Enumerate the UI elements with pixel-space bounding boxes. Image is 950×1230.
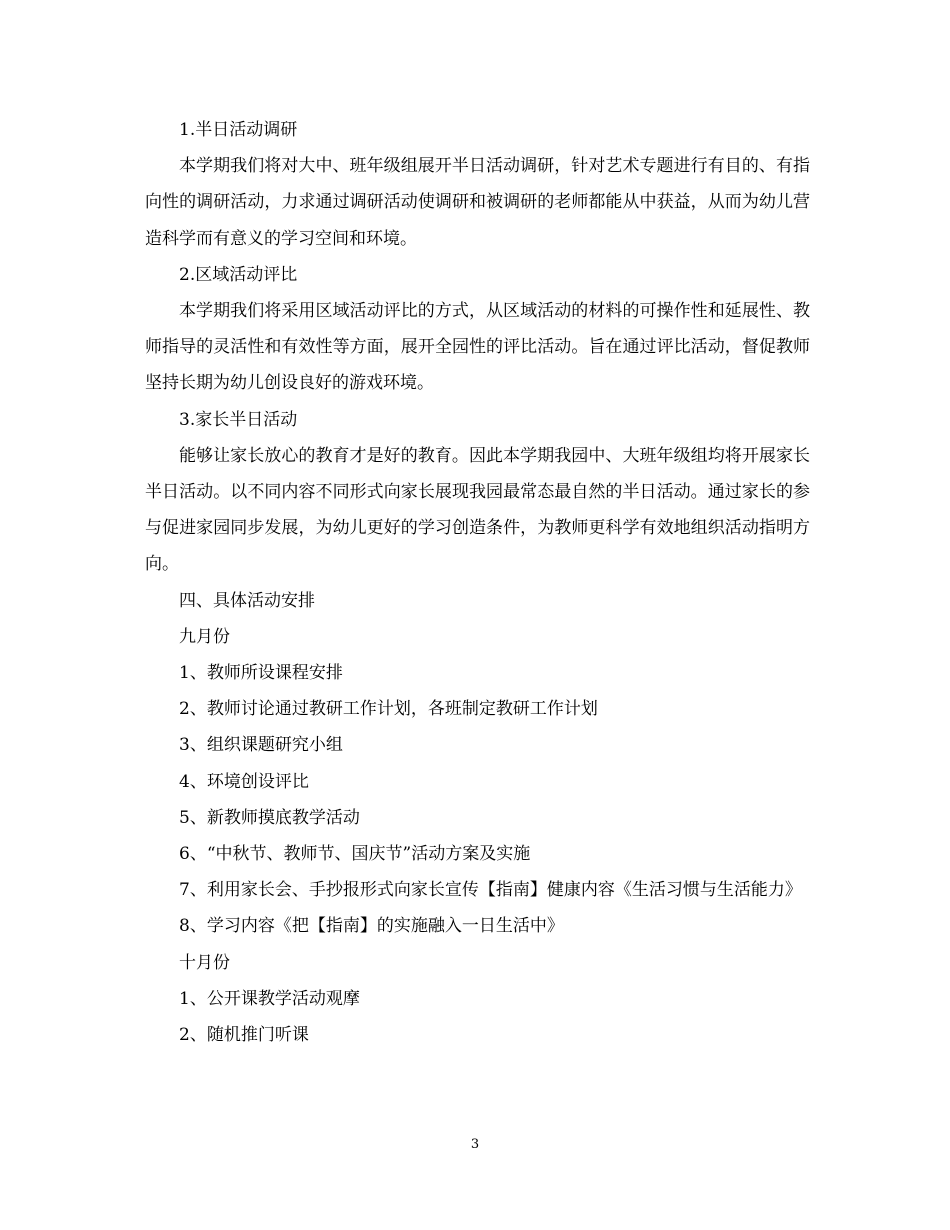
section-heading-parent-half-day: 3.家长半日活动	[179, 409, 298, 430]
list-item: 7、利用家长会、手抄报形式向家长宣传【指南】健康内容《生活习惯与生活能力》	[179, 880, 802, 901]
document-body	[145, 112, 810, 1053]
list-item: 6、“中秋节、教师节、国庆节”活动方案及实施	[179, 844, 531, 865]
list-item: 4、环境创设评比	[179, 771, 309, 792]
month-heading-october: 十月份	[179, 952, 230, 973]
list-item: 5、新教师摸底教学活动	[179, 807, 360, 828]
section-heading-area-activity: 2.区域活动评比	[179, 264, 298, 285]
section-heading-half-day-research: 1.半日活动调研	[179, 120, 298, 140]
list-item: 2、随机推门听课	[179, 1025, 309, 1046]
paragraph-half-day-research: 本学期我们将对大中、班年级组展开半日活动调研，针对艺术专题进行有目的、有指向性的调研活动，力求通过调研活动使调研和被调研的老师都能从中获益，从而为幼儿营造科学而有意义的学习空间和环境。	[145, 156, 810, 249]
month-heading-september: 九月份	[179, 626, 230, 647]
list-item: 8、学习内容《把【指南】的实施融入一日生活中》	[179, 916, 564, 937]
page-number: 3	[470, 1137, 480, 1152]
paragraph-area-activity: 本学期我们将采用区域活动评比的方式，从区域活动的材料的可操作性和延展性、教师指导的灵活性和有效性等方面，展开全园性的评比活动。旨在通过评比活动，督促教师坚持长期为幼儿创设良好的游戏环境。	[145, 301, 810, 394]
list-item: 2、教师讨论通过教研工作计划，各班制定教研工作计划	[179, 699, 598, 720]
paragraph-parent-half-day: 能够让家长放心的教育才是好的教育。因此本学期我园中、大班年级组均将开展家长半日活动。以不同内容不同形式向家长展现我园最常态最自然的半日活动。通过家长的参与促进家园同步发展，为幼儿更好的学习创造条件，为教师更科学有效地组织活动指明方向。	[145, 445, 810, 575]
list-item: 1、教师所设课程安排	[179, 663, 343, 684]
list-item: 1、公开课教学活动观摩	[179, 988, 360, 1009]
list-item: 3、组织课题研究小组	[179, 735, 343, 756]
section-heading-activity-schedule: 四、具体活动安排	[179, 590, 315, 611]
